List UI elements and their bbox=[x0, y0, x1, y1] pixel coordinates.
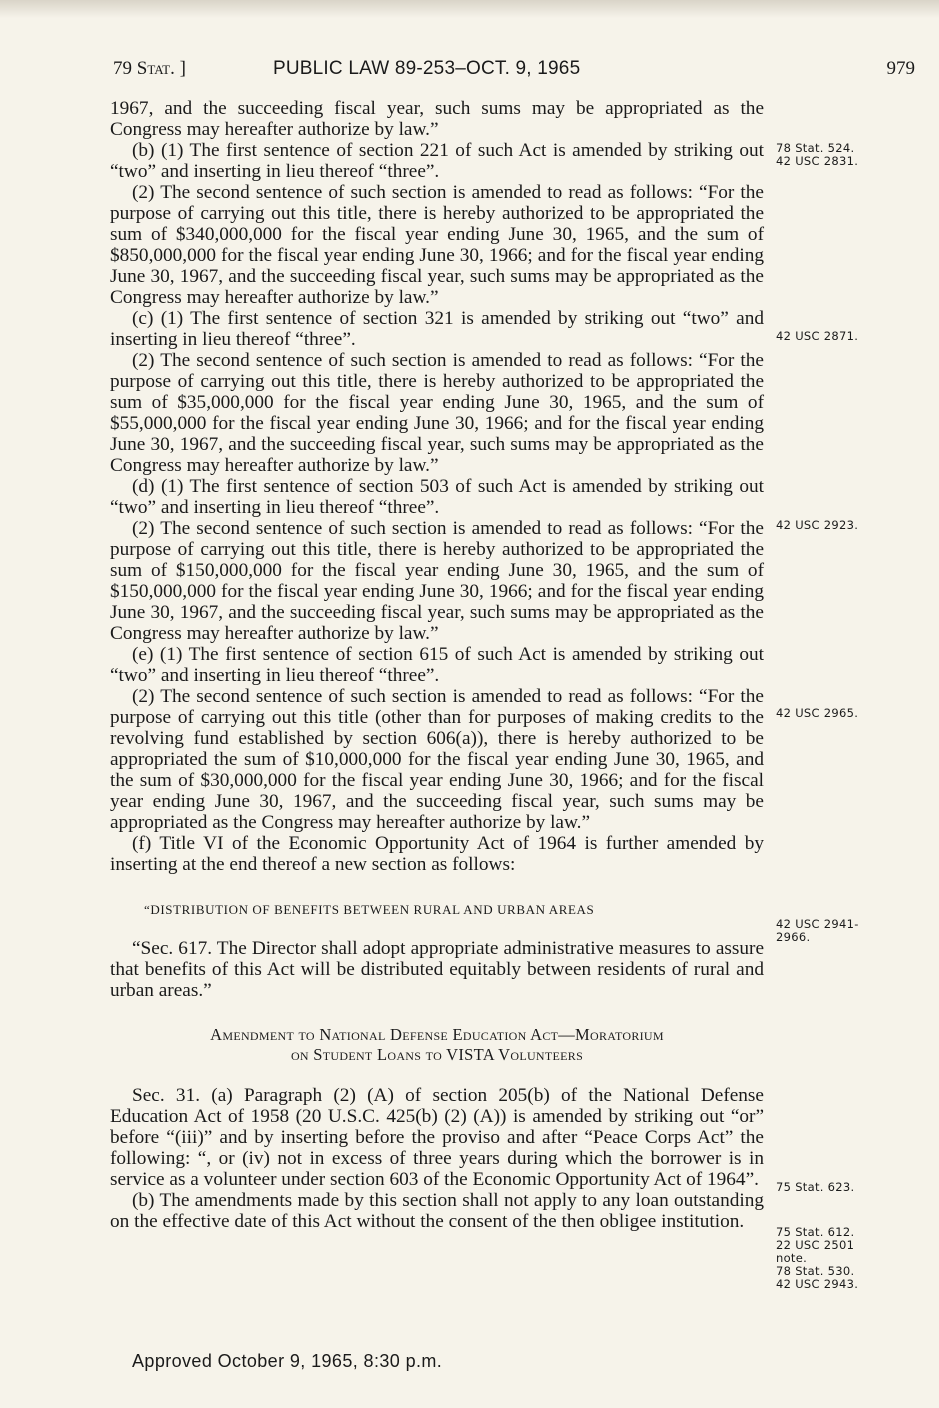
section-617: “Sec. 617. The Director shall adopt appropriate administrative measures to assure that benefits of this Act will be distributed equitably between residents of rural and urban areas.” bbox=[110, 938, 764, 1001]
paragraph-c2: (2) The second sentence of such section is amended to read as follows: “For the purpose of carrying out this title, there is hereby authorized to be appropriated the sum of $35,000,000 for the fiscal year ending June 30, 1965, and the sum of $55,000,000 for the fiscal year ending June 30, 1966; and for the fiscal year ending June 30, 1967, and the succeeding fiscal year, such sums may be appropriated as the Congress may hereafter authorize by law.” bbox=[110, 350, 764, 476]
margin-note-6: 75 Stat. 623. bbox=[776, 1180, 855, 1194]
paragraph-b2: (2) The second sentence of such section is amended to read as follows: “For the purpose of carrying out this title, there is hereby authorized to be appropriated the sum of $340,000,000 for the fiscal year ending June 30, 1965, and the sum of $850,000,000 for the fiscal year ending June 30, 1966; and for the fiscal year ending June 30, 1967, and the succeeding fiscal year, such sums may be appropriated as the Congress may hereafter authorize by law.” bbox=[110, 182, 764, 308]
scan-edge bbox=[0, 0, 939, 18]
approval-line: Approved October 9, 1965, 8:30 p.m. bbox=[132, 1351, 443, 1371]
header-citation bbox=[113, 58, 186, 80]
margin-note-text: 75 Stat. 612. bbox=[776, 1225, 855, 1239]
header-title: PUBLIC LAW 89-253–OCT. 9, 1965 bbox=[273, 58, 581, 79]
margin-note-3: 42 USC 2923. bbox=[776, 518, 859, 532]
margin-note-7 bbox=[776, 1226, 896, 1291]
page-header bbox=[113, 58, 915, 84]
body-text bbox=[110, 98, 764, 1232]
distribution-heading: “DISTRIBUTION OF BENEFITS BETWEEN RURAL AND URBAN AREAS bbox=[144, 902, 595, 917]
amendment-heading-line2: on Student Loans to VISTA Volunteers bbox=[290, 1045, 584, 1064]
margin-note-4: 42 USC 2965. bbox=[776, 706, 859, 720]
margin-note-text: 22 USC 2501 bbox=[776, 1238, 855, 1252]
paragraph-b1: (b) (1) The first sentence of section 221 of such Act is amended by striking out “two” and inserting in lieu thereof “three”. bbox=[110, 140, 764, 182]
margin-note-text: 78 Stat. 524. bbox=[776, 141, 855, 155]
volume-number: 79 bbox=[113, 58, 132, 79]
margin-note-text: 42 USC 2943. bbox=[776, 1277, 859, 1291]
paragraph-e2: (2) The second sentence of such section is amended to read as follows: “For the purpose of carrying out this title (other than for purposes of making credits to the revolving fund established by section 606(a)), there is hereby authorized to be appropriated the sum of $10,000,000 for the fiscal year ending June 30, 1965, and the sum of $30,000,000 for the fiscal year ending June 30, 1966; and for the fiscal year ending June 30, 1967, and the succeeding fiscal year, such sums may be appropriated as the Congress may hereafter authorize by law.” bbox=[110, 686, 764, 833]
margin-note-text: 42 USC 2941- bbox=[776, 917, 859, 931]
paragraph-d2: (2) The second sentence of such section is amended to read as follows: “For the purpose of carrying out this title, there is hereby authorized to be appropriated the sum of $150,000,000 for the fiscal year ending June 30, 1965, and the sum of $150,000,000 for the fiscal year ending June 30, 1966; and for the fiscal year ending June 30, 1967, and the succeeding fiscal year, such sums may be appropriated as the Congress may hereafter authorize by law.” bbox=[110, 518, 764, 644]
page-number: 979 bbox=[886, 58, 915, 79]
header-bracket: ] bbox=[179, 58, 186, 79]
paragraph-f: (f) Title VI of the Economic Opportunity Act of 1964 is further amended by inserting at the end thereof a new section as follows: bbox=[110, 833, 764, 875]
margin-note-text: 42 USC 2831. bbox=[776, 154, 859, 168]
margin-note-text: note. bbox=[776, 1251, 808, 1265]
paragraph-continuation: 1967, and the succeeding fiscal year, such sums may be appropriated as the Congress may hereafter authorize by law.” bbox=[110, 98, 764, 140]
margin-note-2: 42 USC 2871. bbox=[776, 329, 859, 343]
margin-note-5 bbox=[776, 918, 896, 944]
paragraph-c1: (c) (1) The first sentence of section 321 is amended by striking out “two” and inserting in lieu thereof “three”. bbox=[110, 308, 764, 350]
paragraph-d1: (d) (1) The first sentence of section 503 of such Act is amended by striking out “two” and inserting in lieu thereof “three”. bbox=[110, 476, 764, 518]
stat-label: Stat. bbox=[136, 58, 175, 79]
section-31a: Sec. 31. (a) Paragraph (2) (A) of section 205(b) of the National Defense Education Act of 1958 (20 U.S.C. 425(b) (2) (A)) is amended by striking out “or” before “(iii)” and by inserting before the proviso and after “Peace Corps Act” the following: “, or (iv) not in excess of three years during which the borrower is in service as a volunteer under section 603 of the Economic Opportunity Act of 1964”. bbox=[110, 1085, 764, 1190]
margin-note-1 bbox=[776, 142, 896, 168]
section-31b: (b) The amendments made by this section shall not apply to any loan outstanding on the effective date of this Act without the consent of the then obligee institution. bbox=[110, 1190, 764, 1232]
paragraph-e1: (e) (1) The first sentence of section 615 of such Act is amended by striking out “two” and inserting in lieu thereof “three”. bbox=[110, 644, 764, 686]
amendment-heading-line1: Amendment to National Defense Education Act—Moratorium bbox=[210, 1025, 664, 1044]
margin-note-text: 78 Stat. 530. bbox=[776, 1264, 855, 1278]
margin-note-text: 2966. bbox=[776, 930, 811, 944]
